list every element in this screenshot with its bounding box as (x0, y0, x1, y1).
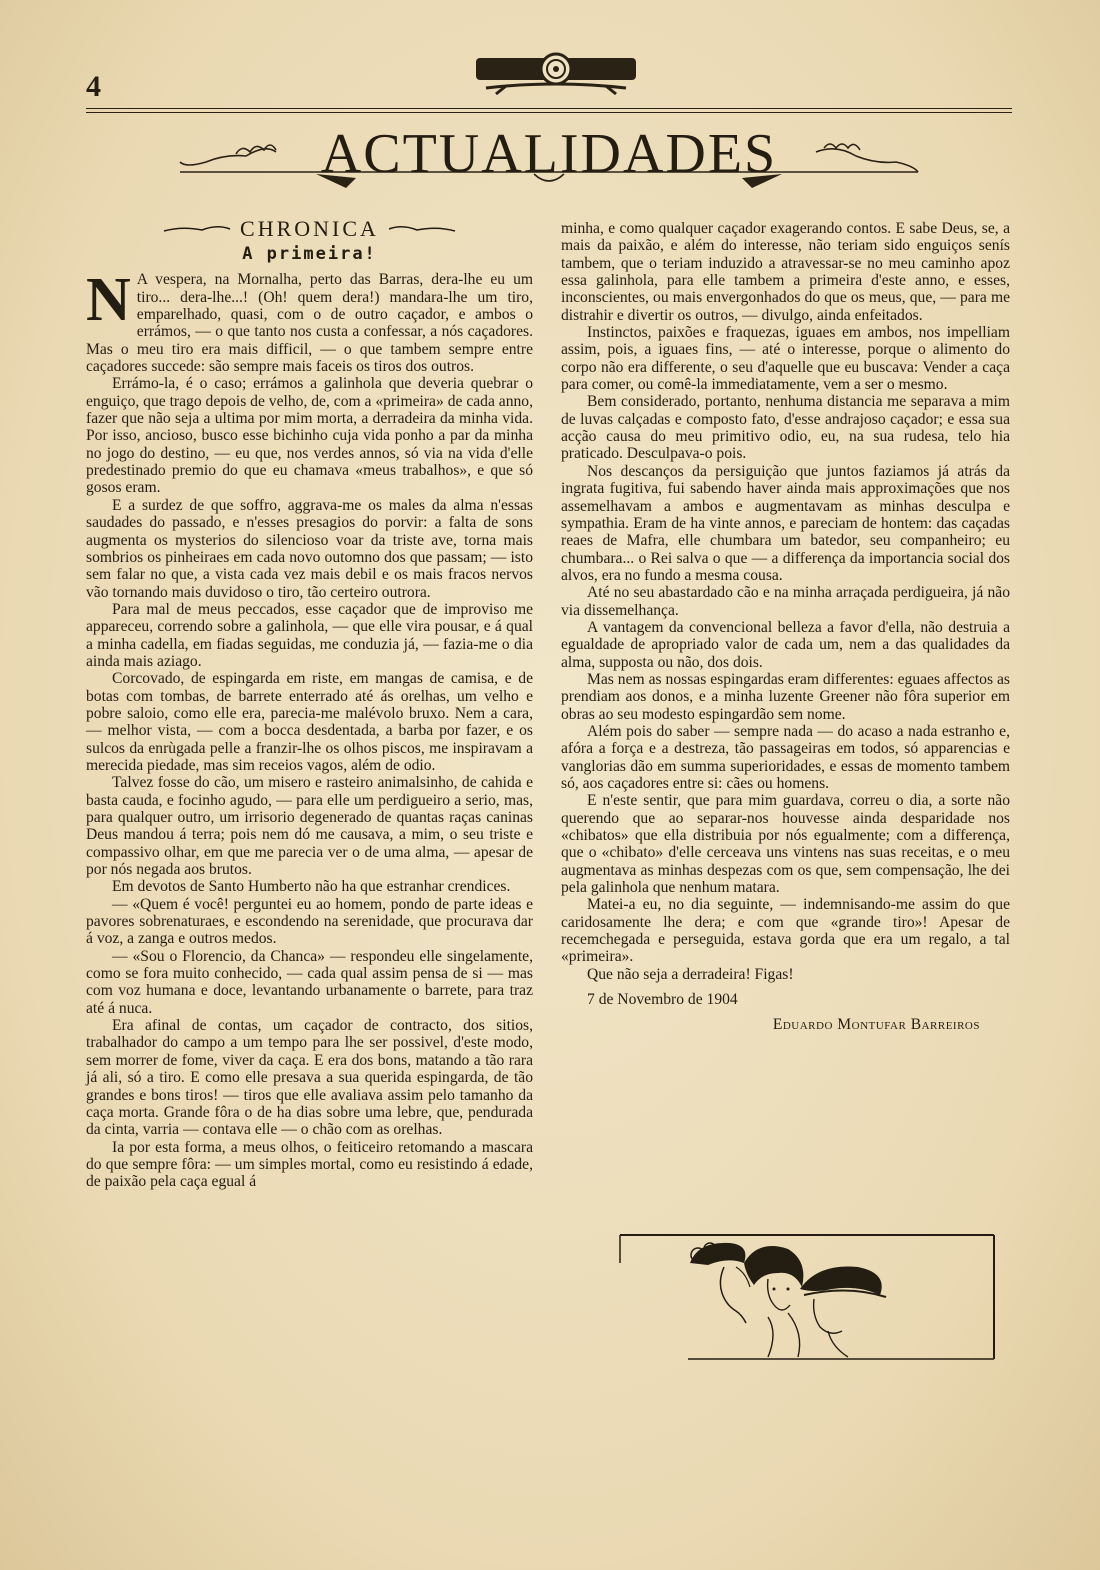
paragraph: minha, e como qualquer caçador exagerando contos. E sabe Deus, se, a mais da paixão, e além do interesse, não teriam sido enguiços senís tambem, que o teriam induzido a atravessar-se no meu caminho apoz essa galinhola, para elle tambem a primeira d'este anno, e esses, inconscientes, ou mais envergonhados do que os meus, que, — para me distrahir e divertir os outros, — divulgo, ainda enfeitados. (561, 220, 1010, 324)
paragraph: Nos descanços da persiguição que juntos faziamos já atrás da ingrata fugitiva, fui sabendo haver ainda mais approximações que nos assemelhavam a ambos e augmentavam as minhas desculpa e sympathia. Eram de ha vinte annos, e pareciam de hontem: das caçadas reaes de Mafra, elle chumbara um batedor, seu companheiro; eu chumbara... o Rei salva o que — a differença da importancia social dos alvos, era no fundo a mesma cousa. (561, 462, 1010, 584)
paragraph: Que não seja a derradeira! Figas! (587, 965, 794, 983)
paragraph: Corcovado, de espingarda em riste, em mangas de camisa, e de botas com tombas, de barrete enterrado até ás orelhas, um velho e pobre saloio, como elle era, parecia-me malévolo bruxo. Nem a cara, — melhor vista, — com a bocca desdentada, a barba por fazer, e os sulcos da enrùgada pelle a franzir-lhe os olhos piscos, me inspiravam a merecida piedade, mas sim receios vagos, além de odio. (86, 670, 533, 774)
page-number: 4 (86, 70, 101, 103)
article-left-column (86, 214, 533, 1191)
paragraph: Era afinal de contas, um caçador de contracto, dos sitios, trabalhador do campo a um tempo para lhe ser possivel, d'este modo, sem morrer de fome, viver da caça. E era dos bons, matando a tão rara já ali, só a tiro. E como elle presava a sua querida espingarda, de tão grandes e bons tiros! — tiros que elle avaliava assim pelo tamanho da caça morta. Grande fôra o de ha dias sobre uma lebre, que, pendurada da cinta, varria — contava elle — o chão com as orelhas. (86, 1017, 533, 1139)
header-rule (86, 108, 1012, 109)
section-banner (176, 118, 922, 198)
illustration (618, 1233, 996, 1361)
paragraph: E a surdez de que soffro, aggrava-me os males da alma n'essas saudades do passado, e n'esses presagios do porvir: a falta de sons augmenta os mysterios do silencioso voar da triste ave, torna mais sombrios os pinheiraes em cada novo outomno dos que passam; — isto sem falar no que, a vista cada vez mais debil e os mais fracos nervos vão tornando mais duvidoso o tiro, tão certeiro outrora. (86, 496, 533, 601)
paragraph: Instinctos, paixões e fraquezas, iguaes em ambos, nos impelliam assim, pois, a iguaes fins, — até o interesse, porque o alimento do corpo não era differente, o seu d'aquelle que eu buscava: Vender a caça para comer, ou comê-la immediatamente, vem a ser o mesmo. (561, 324, 1010, 394)
masthead-logo (466, 50, 646, 96)
article-right-column (561, 220, 1010, 1034)
author-signature: Eduardo Montufar Barreiros (772, 1016, 980, 1034)
article-title: A primeira! (242, 244, 377, 264)
masthead-logo-icon (466, 50, 646, 96)
article-date: 7 de Novembro de 1904 (587, 991, 738, 1009)
article-kicker (86, 214, 533, 244)
paragraph: Ia por esta forma, a meus olhos, o feiticeiro retomando a mascara do que sempre fôra: — um simples mortal, como eu resistindo á edade, de paixão pela caça egual á (86, 1138, 533, 1191)
right-flourish-icon (387, 222, 457, 236)
drop-cap: N (86, 266, 131, 335)
paragraph: — «Sou o Florencio, da Chanca» — respondeu elle singelamente, como se fora muito conhecido, — cada qual assim pensa de si — mas com voz humana e doce, levantando urbanamente o barrete, para traz até á nuca. (86, 947, 533, 1017)
paragraph: A vantagem da convencional belleza a favor d'ella, não destruia a egualdade de apropriado valor de cada um, nem a das qualidades da alma, supposta ou não, dos dois. (561, 618, 1010, 671)
paragraph: Até no seu abastardado cão e na minha arraçada perdigueira, já não via dissemelhança. (561, 584, 1010, 619)
paragraph: Errámo-la, é o caso; errámos a galinhola que deveria quebrar o enguiço, que trago depois de velho, de, com a «primeira» de cada anno, fazer que não seja a ultima por mim morta, a derradeira da minha vida. Por isso, ancioso, busco esse bichinho cuja vida ponho a par da minha no jogo do destino, — eu que, nos verdes annos, só via na vida d'elle predestinado premio do que eu chamava «meus trabalhos», e que só gosos eram. (86, 375, 533, 497)
header-rule-thin (86, 112, 1012, 113)
two-ladies-illustration-icon (618, 1233, 996, 1361)
paragraph: Para mal de meus peccados, esse caçador que de improviso me appareceu, correndo sobre a galinhola, — que elle vira pousar, e á qual a minha cadella, em fiadas seguidas, me conduzia já, — fazia-me o dia ainda mais aziago. (86, 600, 533, 670)
paragraph: Matei-a eu, no dia seguinte, — indemnisando-me assim do que caridosamente lhe dera; e com que «grande tiro»! Apesar de recemchegada e perseguida, estava gorda que era um regalo, a tal «primeira». (561, 896, 1010, 966)
section-title: ACTUALIDADES (320, 123, 778, 185)
paragraph: N A vespera, na Mornalha, perto das Barras, dera-lhe eu um tiro... dera-lhe...! (Oh! quem dera!) mandara-lhe um tiro, emparelhado, quasi, com o de outro caçador, e ambos o errámos, — o que tanto nos custa a confessar, a nós caçadores. Mas o meu tiro era mais difficil, — o que tambem sempre entre caçadores succede: são sempre mais faceis os tiros dos outros. (86, 266, 533, 376)
kicker-text: CHRONICA (240, 216, 379, 242)
paragraph: Além pois do saber — sempre nada — do acaso a nada estranho e, afóra a força e a destreza, tão passageiras em todos, só apparencias e vanglorias dão em summa superioridades, e essas de momento tambem só, aos caçadores entre si: cães ou homens. (561, 722, 1010, 792)
paragraph: Mas nem as nossas espingardas eram differentes: eguaes affectos as prendiam aos donos, e a minha luzente Greener não fôra superior em obras ao seu modesto espingardão sem nome. (561, 670, 1010, 723)
paragraph: Bem considerado, portanto, nenhuma distancia me separava a mim de luvas calçadas e composto fato, d'esse andrajoso caçador; e essa sua acção causa do meu primitivo odio, eu, na sua rudesa, telo hia praticado. Desculpava-o pois. (561, 393, 1010, 463)
paragraph: Em devotos de Santo Humberto não ha que estranhar crendices. (112, 878, 511, 896)
left-flourish-icon (162, 222, 232, 236)
paragraph: — «Quem é você! perguntei eu ao homem, pondo de parte ideas e pavores sobrenaturaes, e escondendo na serenidade, que procurava dar á voz, a zanga e outros medos. (86, 895, 533, 948)
paragraph: Talvez fosse do cão, um misero e rasteiro animalsinho, de cahida e basta cauda, e focinho agudo, — para elle um perdigueiro a serio, mas, para qualquer outro, um irrisorio degenerado de quantas raças caninas Deus mandou á terra; pois nem dó me causava, a mim, o seu triste e compassivo olhar, em que me parecia ver o de uma alma, — apesar de por nós negada aos brutos. (86, 774, 533, 879)
paragraph: E n'este sentir, que para mim guardava, correu o dia, a sorte não querendo que ao separar-nos houvesse ainda desparidade nos «chibatos» que ella distribuia por nós egualmente; com a differença, que o «chibato» d'elle cerceava uns vintens nas suas receitas, e o meu augmentava as minhas despezas com os que, sem compensação, lhe dei pela galinhola que nenhum matara. (561, 792, 1010, 897)
